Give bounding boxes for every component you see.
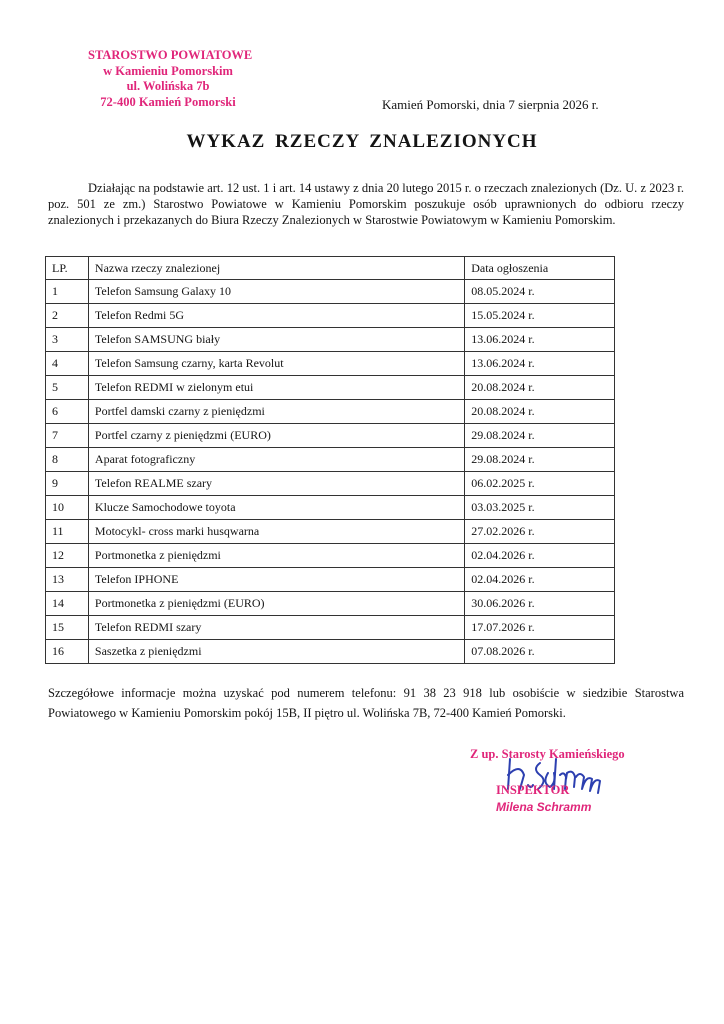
announcement-date-cell: 30.06.2026 r. <box>465 592 615 616</box>
signature-stamp-name: Milena Schramm <box>496 800 592 814</box>
announcement-date-cell: 17.07.2026 r. <box>465 616 615 640</box>
table-row <box>46 640 615 664</box>
announcement-date-cell: 13.06.2024 r. <box>465 352 615 376</box>
table-row <box>46 352 615 376</box>
item-name-cell: Portmonetka z pieniędzmi (EURO) <box>88 592 464 616</box>
announcement-date-cell: 13.06.2024 r. <box>465 328 615 352</box>
item-name-cell: Klucze Samochodowe toyota <box>88 496 464 520</box>
table-header-row <box>46 257 615 280</box>
item-name-cell: Portfel czarny z pieniędzmi (EURO) <box>88 424 464 448</box>
intro-paragraph: Działając na podstawie art. 12 ust. 1 i art. 14 ustawy z dnia 20 lutego 2015 r. o rzeczach znalezionych (Dz. U. z 2023 r. poz. 501 ze zm.) Starostwo Powiatowe w Kamieniu Pomorskim poszukuje osób uprawnionych do odbioru rzeczy znalezionych i przekazanych do Biura Rzeczy Znalezionych w Starostwie Powiatowym w Kamieniu Pomorskim. <box>48 181 684 227</box>
table-row <box>46 400 615 424</box>
table-row <box>46 616 615 640</box>
item-name-cell: Telefon Samsung czarny, karta Revolut <box>88 352 464 376</box>
item-name-cell: Telefon REDMI w zielonym etui <box>88 376 464 400</box>
announcement-date-cell: 07.08.2026 r. <box>465 640 615 664</box>
row-number-cell: 9 <box>46 472 89 496</box>
row-number-cell: 5 <box>46 376 89 400</box>
row-number-cell: 6 <box>46 400 89 424</box>
row-number-cell: 11 <box>46 520 89 544</box>
announcement-date-cell: 06.02.2025 r. <box>465 472 615 496</box>
office-stamp-line: 72-400 Kamień Pomorski <box>100 94 236 109</box>
announcement-date-cell: 29.08.2024 r. <box>465 448 615 472</box>
item-name-cell: Telefon Redmi 5G <box>88 304 464 328</box>
item-name-cell: Telefon REDMI szary <box>88 616 464 640</box>
signature-stamp-position: INSPEKTOR <box>496 783 570 797</box>
item-name-cell: Telefon REALME szary <box>88 472 464 496</box>
signature-stamp <box>448 745 648 825</box>
row-number-cell: 3 <box>46 328 89 352</box>
row-number-cell: 10 <box>46 496 89 520</box>
announcement-date-cell: 02.04.2026 r. <box>465 568 615 592</box>
item-name-cell: Telefon Samsung Galaxy 10 <box>88 280 464 304</box>
row-number-cell: 14 <box>46 592 89 616</box>
table-row <box>46 280 615 304</box>
signature-stamp-authority: Z up. Starosty Kamieńskiego <box>470 747 625 761</box>
table-row <box>46 520 615 544</box>
document-title: WYKAZ RZECZY ZNALEZIONYCH <box>186 131 538 152</box>
announcement-date-cell: 27.02.2026 r. <box>465 520 615 544</box>
table-body <box>46 280 615 664</box>
item-name-cell: Telefon SAMSUNG biały <box>88 328 464 352</box>
announcement-date-cell: 08.05.2024 r. <box>465 280 615 304</box>
announcement-date-cell: 29.08.2024 r. <box>465 424 615 448</box>
column-header-date: Data ogłoszenia <box>465 257 615 280</box>
table-row <box>46 592 615 616</box>
table-row <box>46 376 615 400</box>
office-stamp-line: w Kamieniu Pomorskim <box>103 63 233 78</box>
table-row <box>46 472 615 496</box>
place-and-date: Kamień Pomorski, dnia 7 sierpnia 2026 r. <box>382 97 599 112</box>
found-items-table <box>45 256 615 664</box>
column-header-lp: LP. <box>46 257 89 280</box>
office-stamp-line: ul. Wolińska 7b <box>126 79 210 93</box>
contact-paragraph: Szczegółowe informacje można uzyskać pod numerem telefonu: 91 38 23 918 lub osobiście w siedzibie Starostwa Powiatowego w Kamieniu Pomorskim pokój 15B, II piętro ul. Wolińska 7B, 72-400 Kamień Pomorski. <box>48 686 684 720</box>
row-number-cell: 1 <box>46 280 89 304</box>
announcement-date-cell: 20.08.2024 r. <box>465 400 615 424</box>
announcement-date-cell: 03.03.2025 r. <box>465 496 615 520</box>
row-number-cell: 7 <box>46 424 89 448</box>
item-name-cell: Portmonetka z pieniędzmi <box>88 544 464 568</box>
table-row <box>46 568 615 592</box>
table-row <box>46 544 615 568</box>
announcement-date-cell: 15.05.2024 r. <box>465 304 615 328</box>
row-number-cell: 8 <box>46 448 89 472</box>
announcement-date-cell: 02.04.2026 r. <box>465 544 615 568</box>
office-stamp-line: STAROSTWO POWIATOWE <box>88 48 253 62</box>
row-number-cell: 13 <box>46 568 89 592</box>
row-number-cell: 4 <box>46 352 89 376</box>
announcement-date-cell: 20.08.2024 r. <box>465 376 615 400</box>
row-number-cell: 2 <box>46 304 89 328</box>
table-row <box>46 496 615 520</box>
item-name-cell: Portfel damski czarny z pieniędzmi <box>88 400 464 424</box>
column-header-name: Nazwa rzeczy znalezionej <box>88 257 464 280</box>
table-row <box>46 304 615 328</box>
item-name-cell: Telefon IPHONE <box>88 568 464 592</box>
table-row <box>46 328 615 352</box>
row-number-cell: 15 <box>46 616 89 640</box>
row-number-cell: 16 <box>46 640 89 664</box>
item-name-cell: Aparat fotograficzny <box>88 448 464 472</box>
row-number-cell: 12 <box>46 544 89 568</box>
item-name-cell: Motocykl- cross marki husqwarna <box>88 520 464 544</box>
item-name-cell: Saszetka z pieniędzmi <box>88 640 464 664</box>
table-row <box>46 448 615 472</box>
office-stamp <box>88 48 253 110</box>
table-row <box>46 424 615 448</box>
